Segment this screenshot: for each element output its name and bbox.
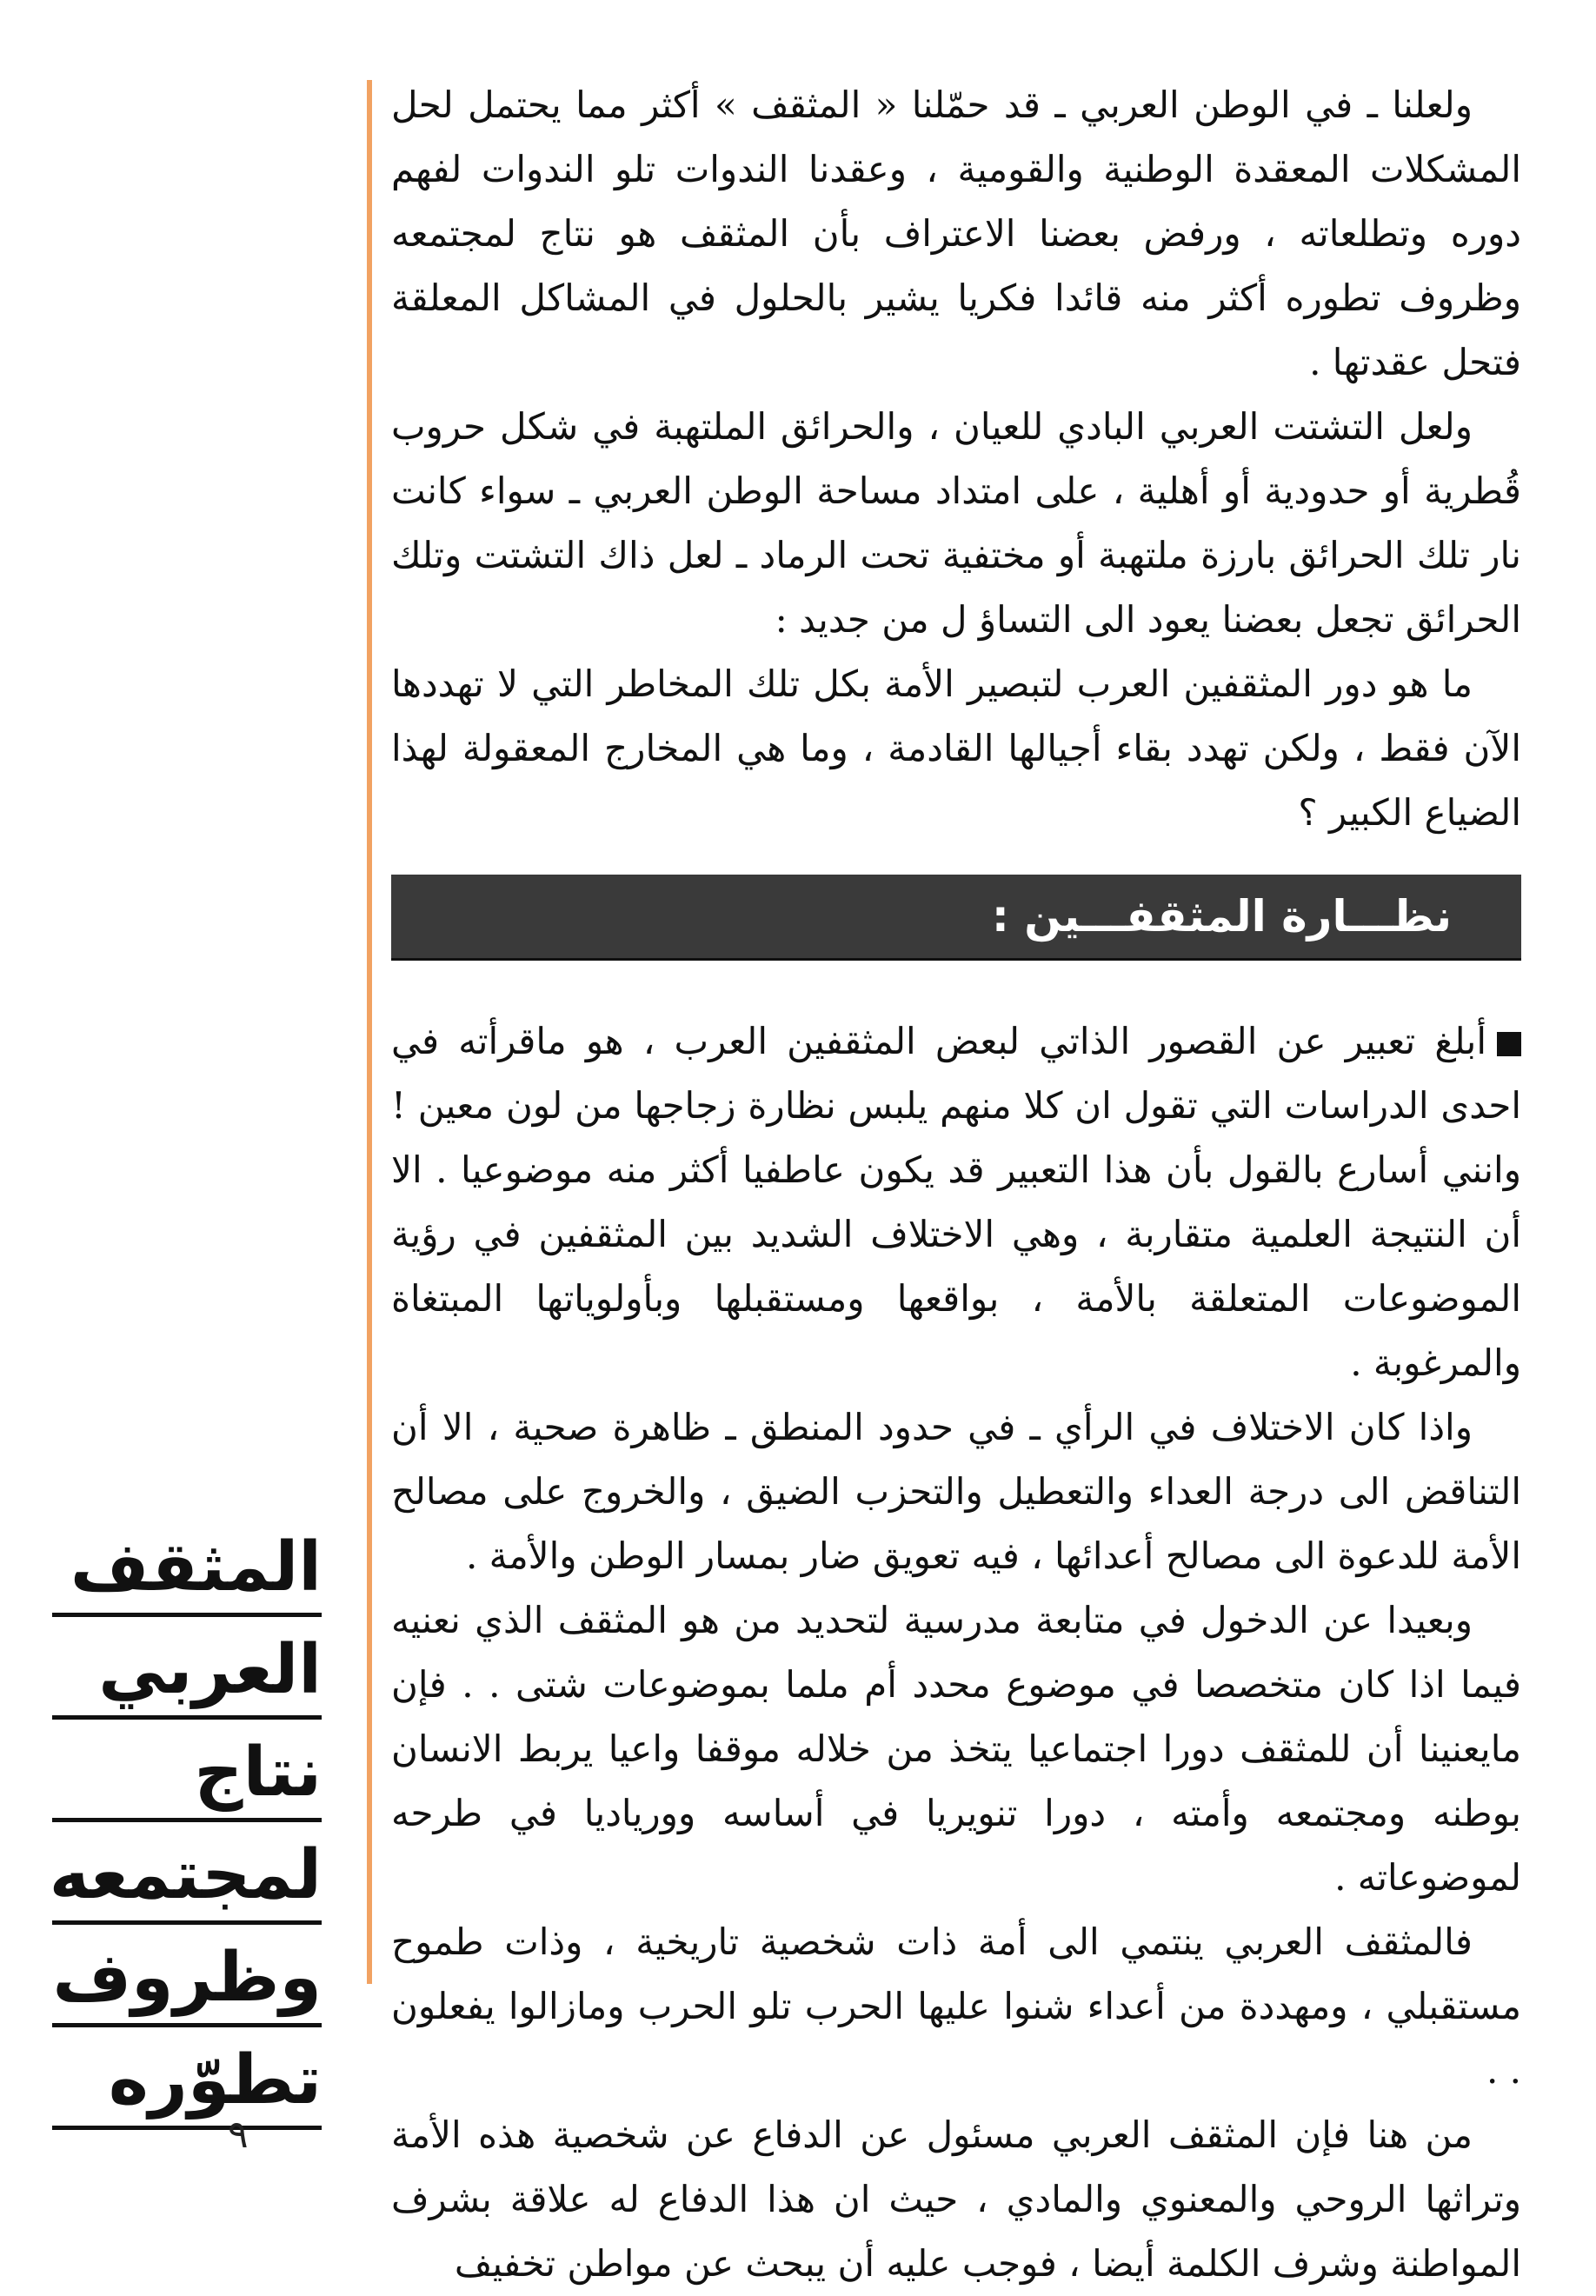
page-number: ٩ (228, 2113, 249, 2157)
bullet-square-icon (1497, 1032, 1521, 1056)
accent-rule (367, 80, 372, 1984)
side-title-line: العربي (52, 1617, 322, 1720)
side-title-line: وظروف (52, 1925, 322, 2027)
article-column (391, 73, 1521, 2296)
section-heading-bar (391, 875, 1521, 961)
paragraph: من هنا فإن المثقف العربي مسئول عن الدفاع عن شخصية هذه الأمة وتراثها الروحي والمعنوي والمادي ، حيث ان هذا الدفاع له علاقة بشرف المواطنة وشرف الكلمة أيضا ، فوجب عليه أن يبحث عن مواطن تخفيف (391, 2113, 1521, 2285)
side-title-line: المثقف (52, 1514, 322, 1617)
paragraph: فالمثقف العربي ينتمي الى أمة ذات شخصية تاريخية ، وذات طموح مستقبلي ، ومهددة من أعداء شنوا عليها الحرب تلو الحرب ومازالوا يفعلون . . (391, 1920, 1521, 2092)
side-title-line: نتاج (52, 1720, 322, 1822)
side-title-line: لمجتمعه (52, 1822, 322, 1925)
paragraph: ولعل التشتت العربي البادي للعيان ، والحرائق الملتهبة في شكل حروب قُطرية أو حدودية أو أهلية ، على امتداد مساحة الوطن العربي ـ سواء كانت نار تلك الحرائق بارزة ملتهبة أو مختفية تحت الرماد ـ لعل ذاك التشتت وتلك الحرائق تجعل بعضنا يعود الى التساؤ ل من جديد : (391, 405, 1521, 641)
paragraph: واذا كان الاختلاف في الرأي ـ في حدود المنطق ـ ظاهرة صحية ، الا أن التناقض الى درجة العداء والتعطيل والتحزب الضيق ، والخروج على مصالح الأمة للدعوة الى مصالح أعدائها ، فيه تعويق ضار بمسار الوطن والأمة . (391, 1406, 1521, 1577)
paragraph: وبعيدا عن الدخول في متابعة مدرسية لتحديد من هو المثقف الذي نعنيه فيما اذا كان متخصصا في موضوع محدد أم ملما بموضوعات شتى . . فإن مايعنينا أن للمثقف دورا اجتماعيا يتخذ من خلاله موقفا واعيا يربط الانسان بوطنه ومجتمعه وأمته ، دورا تنويريا في أساسه وورياديا في طرحه لموضوعاته . (391, 1599, 1521, 1899)
section-heading: نظـــارة المثقفـــين : (991, 891, 1452, 942)
paragraph: ولعلنا ـ في الوطن العربي ـ قد حمّلنا « المثقف » أكثر مما يحتمل لحل المشكلات المعقدة الوطنية والقومية ، وعقدنا الندوات تلو الندوات لفهم دوره وتطلعاته ، ورفض بعضنا الاعتراف بأن المثقف هو نتاج لمجتمعه وظروف تطوره أكثر منه قائدا فكريا يشير بالحلول في المشاكل المعلقة فتحل عقدتها . (391, 83, 1521, 383)
side-pull-title (49, 1514, 322, 2130)
side-title-line: تطوّره (52, 2027, 322, 2130)
paragraph: ما هو دور المثقفين العرب لتبصير الأمة بكل تلك المخاطر التي لا تهددها الآن فقط ، ولكن تهدد بقاء أجيالها القادمة ، وما هي المخارج المعقولة لهذا الضياع الكبير ؟ (391, 662, 1521, 834)
paragraph: أبلغ تعبير عن القصور الذاتي لبعض المثقفين العرب ، هو ماقرأته في احدى الدراسات التي تقول ان كلا منهم يلبس نظارة زجاجها من لون معين ! وانني أسارع بالقول بأن هذا التعبير قد يكون عاطفيا أكثر منه موضوعيا . الا أن النتيجة العلمية متقاربة ، وهي الاختلاف الشديد بين المثقفين في رؤية الموضوعات المتعلقة بالأمة ، بواقعها ومستقبلها وبأولوياتها المبتغاة والمرغوبة . (391, 1020, 1521, 1384)
